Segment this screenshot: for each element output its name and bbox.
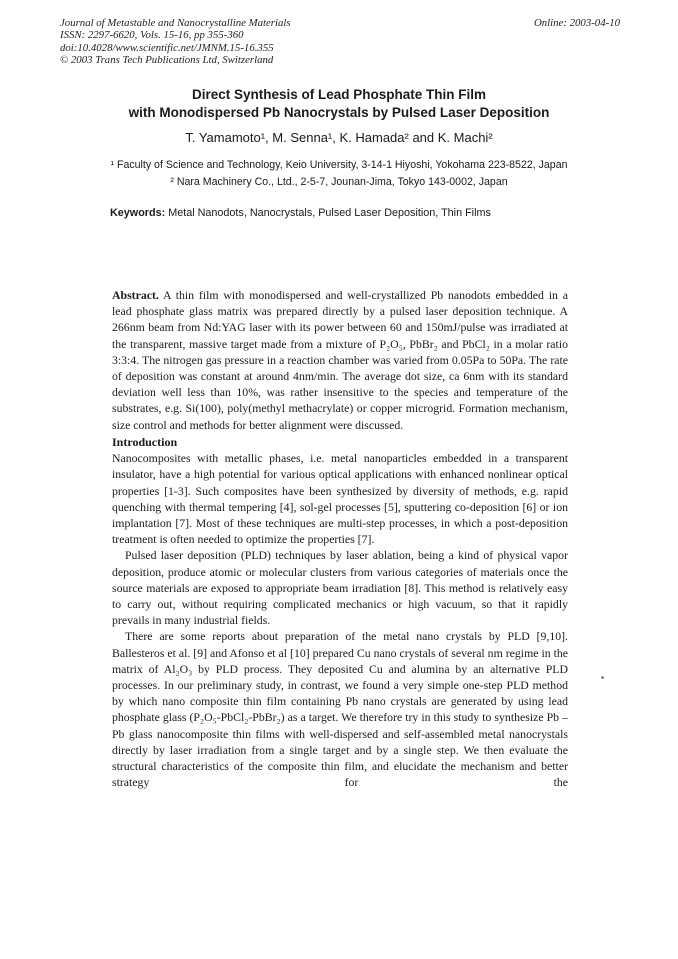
abstract: [112, 287, 568, 433]
authors-line: T. Yamamoto¹, M. Senna¹, K. Hamada² and K. Machi²: [185, 130, 493, 145]
journal-copyright: © 2003 Trans Tech Publications Ltd, Switzerland: [60, 54, 274, 67]
paper-title-line-2: with Monodispersed Pb Nanocrystals by Pulsed Laser Deposition: [128, 104, 550, 120]
introduction-paragraph-2: Pulsed laser deposition (PLD) techniques by laser ablation, being a kind of physical vapor deposition, produce atomic or molecular clusters from various categories of materials once the source materials are exposed to appropriate beam irradiation [8]. This method is relatively easy to carry out, without requiring complicated mechanics or high vacuum, so that it rapidly prevails in many industrial fields.: [112, 548, 568, 628]
affiliations: [0, 157, 678, 191]
keywords-text: Metal Nanodots, Nanocrystals, Pulsed Laser Deposition, Thin Films: [165, 207, 491, 219]
introduction-paragraph-1: Nanocomposites with metallic phases, i.e. metal nanoparticles embedded in a transparent insulator, have a high potential for various optical applications with enhanced nonlinear optical properties [1-3]. Such composites have been synthesized by diversity of methods, e.g. rapid quenching with thermal tempering [4], sol-gel processes [5], sputtering co-deposition [6] or ion implantation [7]. Most of these techniques are multi-step processes, in which a post-deposition treatment is often needed to optimize the properties [7].: [112, 451, 568, 547]
paper-title-line-1: Direct Synthesis of Lead Phosphate Thin Film: [191, 87, 487, 102]
keywords-label: Keywords:: [110, 207, 166, 219]
online-date: Online: 2003-04-10: [533, 17, 620, 29]
keywords-line: [110, 207, 598, 219]
journal-doi: doi:10.4028/www.scientific.net/JMNM.15-16.355: [60, 41, 274, 54]
affiliation-2: ² Nara Machinery Co., Ltd., 2-5-7, Jounan-Jima, Tokyo 143-0002, Japan: [170, 176, 508, 188]
introduction-paragraph-3: There are some reports about preparation of the metal nano crystals by PLD [9,10]. Ballesteros et al. [9] and Afonso et al [10] prepared Cu nano crystals of several nm regime in the matrix of Al₂O₃ by PLD process. They deposited Cu and alumina by an alternative PLD processes. In our preliminary study, in contrast, we found a very simple one-step PLD method by which nano composite thin film containing Pb nano crystals are generated by using lead phosphate glass (P₂O₅-PbCl₂-PbBr₂) as a target. We therefore try in this study to synthesize Pb – Pb glass nanocomposite thin films with well-dispersed and self-assembled metal nanocrystals directly by laser irradiation from a single target and by a single step. We then evaluate the structural characteristics of the composite thin film, and elucidate the mechanism and better strategy for the: [112, 629, 568, 790]
abstract-label: Abstract.: [112, 288, 159, 302]
affiliation-1: ¹ Faculty of Science and Technology, Keio University, 3-14-1 Hiyoshi, Yokohama 223-8522, Japan: [110, 159, 568, 171]
scan-artifact-dot: [601, 676, 604, 679]
abstract-text: A thin film with monodispersed and well-crystallized Pb nanodots embedded in a lead phosphate glass matrix was prepared directly by a pulsed laser deposition technique. A 266nm beam from Nd:YAG laser with its power between 60 and 150mJ/pulse was irradiated at the transparent, massive target made from a mixture of P₂O₅, PbBr₂ and PbCl₂ in a molar ratio 3:3:4. The nitrogen gas pressure in a reaction chamber was varied from 0.05Pa to 50Pa. The rate of deposition was constant at around 4nm/min. The average dot size, ca 6nm with its standard deviation well less than 10%, was rather insensitive to the species and temperature of the substrates, e.g. Si(100), poly(methyl methacrylate) or copper microgrid. Formation mechanism, size control and methods for better alignment were discussed.: [112, 288, 568, 432]
paper-title: [0, 86, 678, 121]
introduction-heading: Introduction: [112, 435, 178, 449]
journal-issn-volume: ISSN: 2297-6620, Vols. 15-16, pp 355-360: [60, 29, 244, 42]
journal-title: Journal of Metastable and Nanocrystalline Materials: [60, 17, 291, 29]
journal-header: [60, 17, 620, 67]
introduction-section: [112, 434, 568, 790]
